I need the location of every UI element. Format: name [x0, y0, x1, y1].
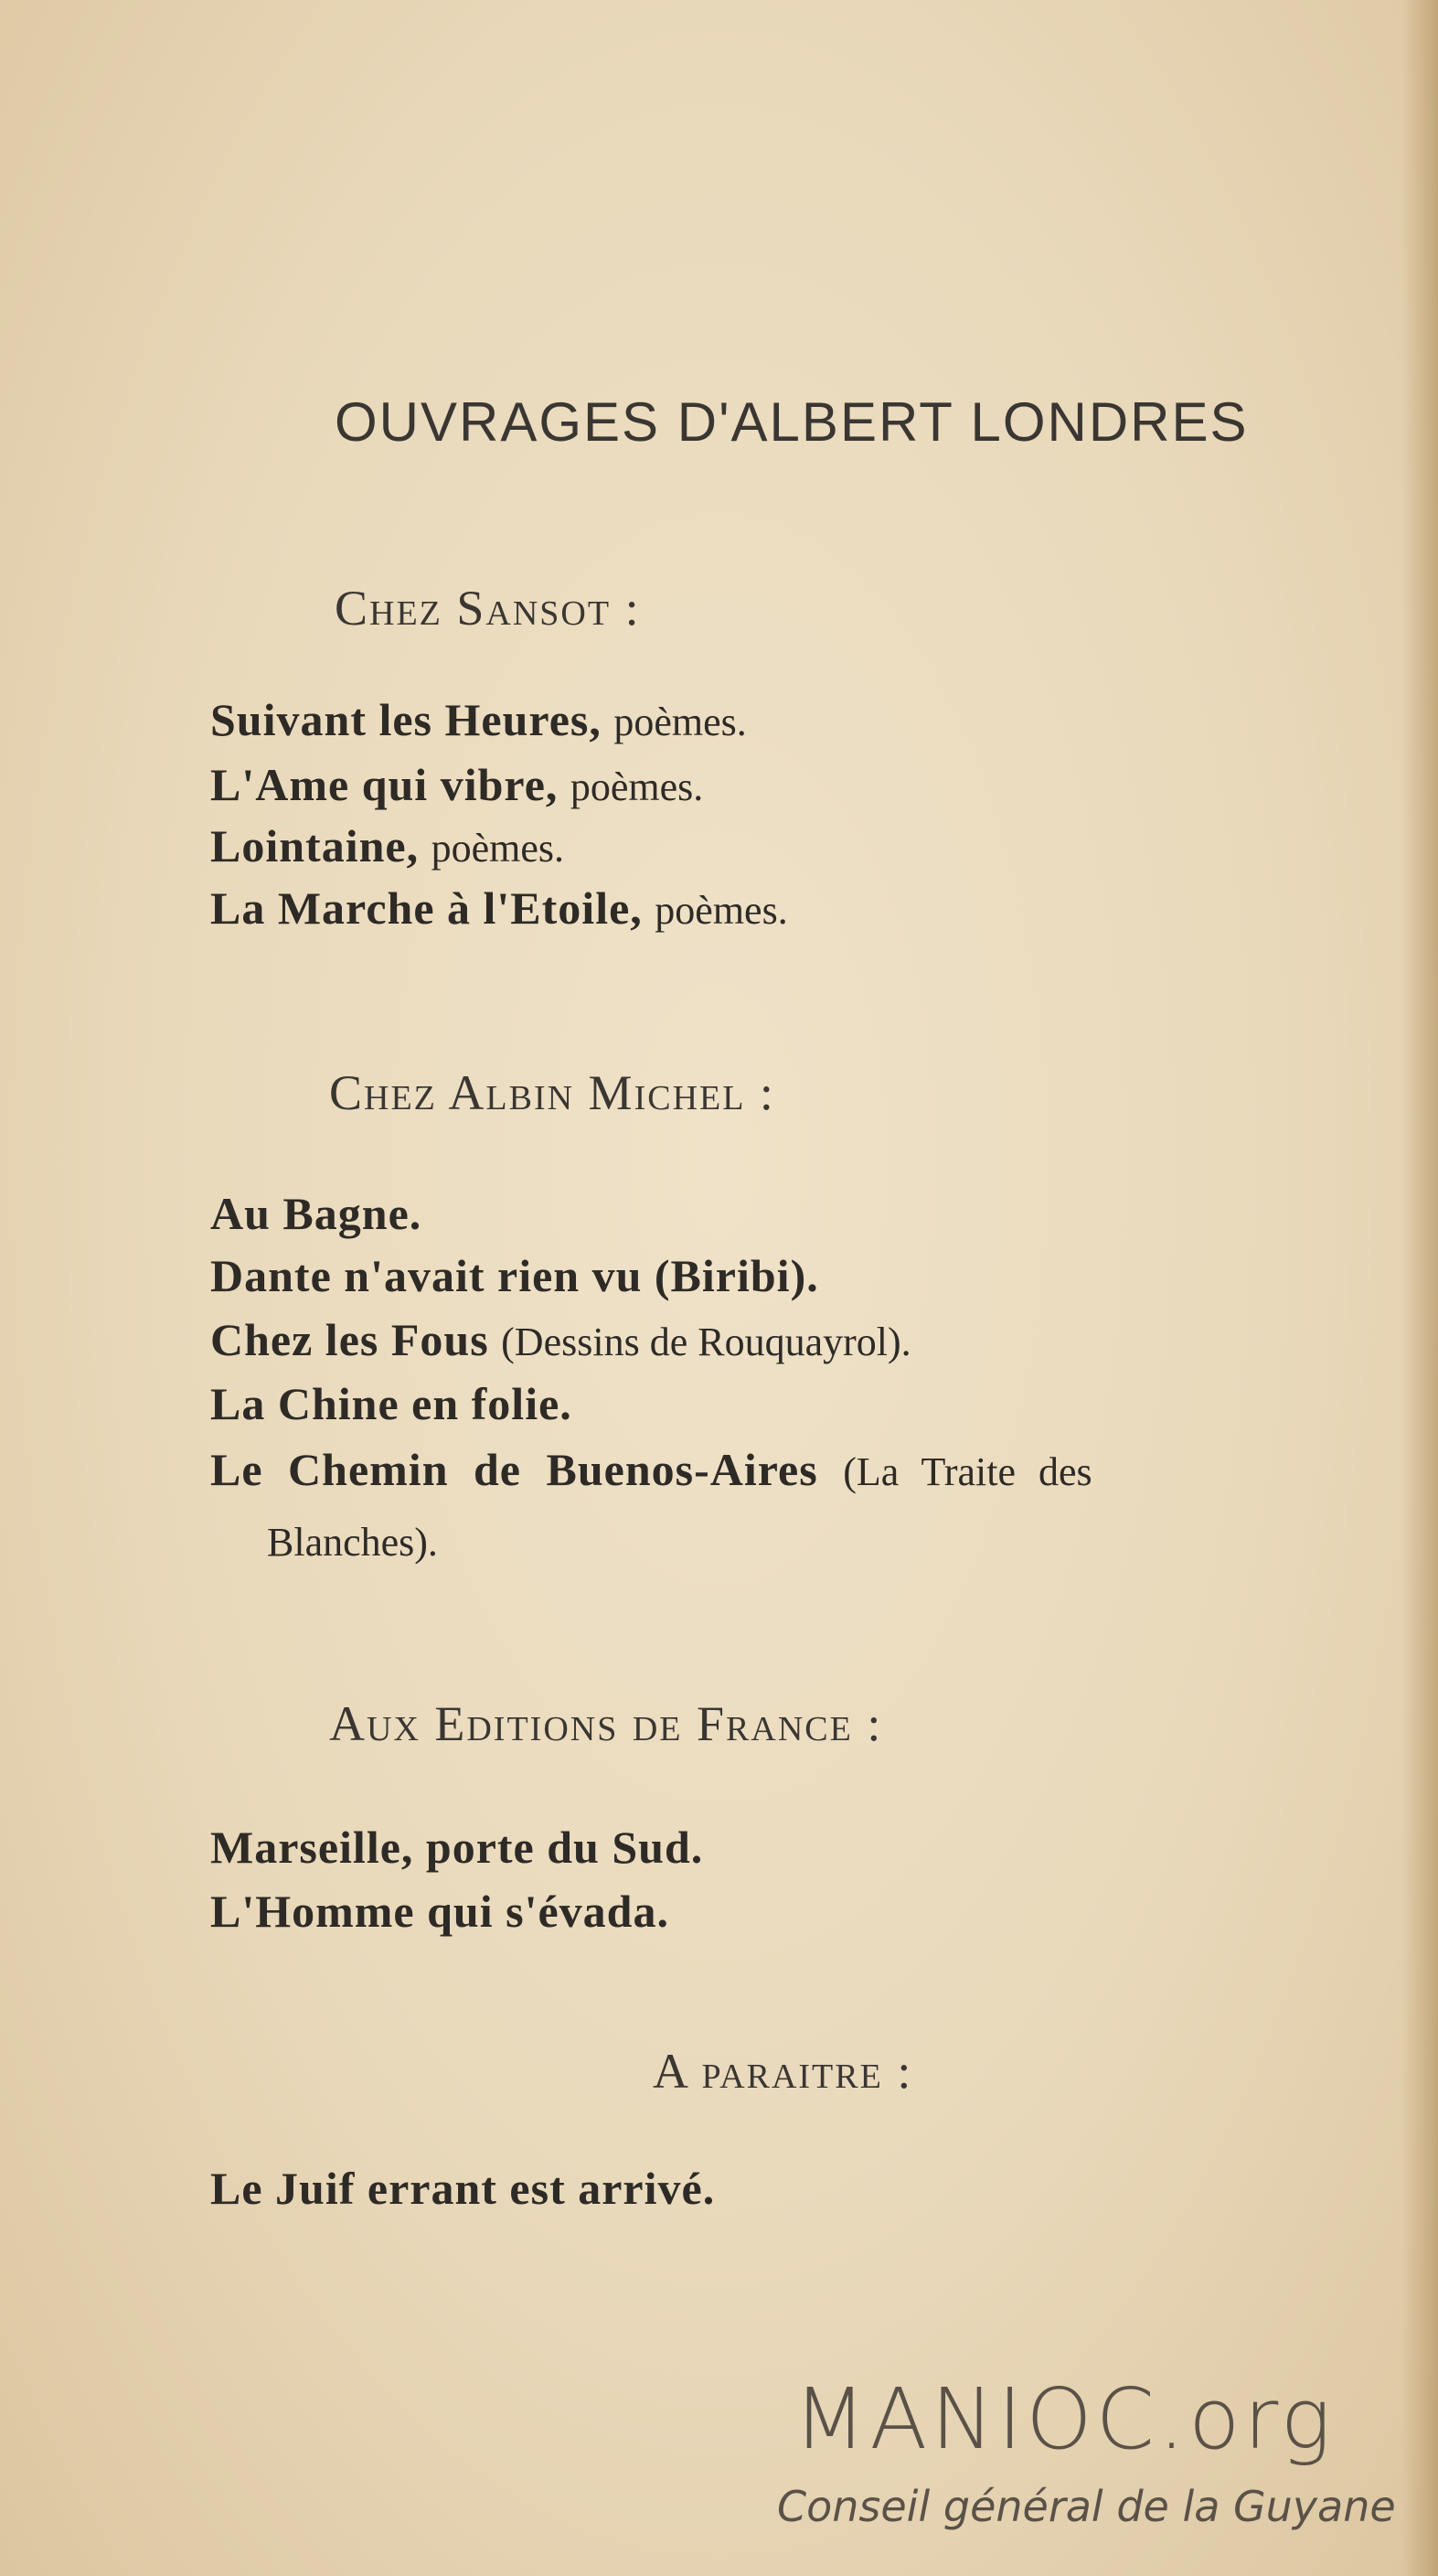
item-title: L'Ame qui vibre, — [210, 759, 559, 810]
item-note: poèmes. — [570, 764, 704, 809]
item-title: L'Homme qui s'évada. — [210, 1886, 669, 1937]
list-item — [210, 1822, 704, 1873]
list-item — [210, 820, 564, 871]
list-item — [210, 1886, 669, 1937]
item-title: Dante n'avait rien vu (Biribi). — [210, 1250, 819, 1301]
section-heading-albin-michel: Chez Albin Michel : — [329, 1065, 775, 1120]
item-note: (La Traite des — [843, 1449, 1092, 1494]
section-heading-a-paraitre: A paraitre : — [653, 2044, 913, 2099]
item-title: La Marche à l'Etoile, — [210, 882, 643, 934]
page-edge-shadow — [1401, 0, 1438, 2576]
list-item — [210, 1314, 911, 1365]
list-item — [210, 759, 704, 810]
list-item — [210, 882, 788, 934]
watermark-subtitle: Conseil général de la Guyane — [777, 2482, 1396, 2531]
section-heading-editions-de-france: Aux Editions de France : — [329, 1696, 883, 1751]
item-title: La Chine en folie. — [210, 1378, 572, 1429]
list-item-continuation — [267, 1517, 438, 1563]
manioc-logo: MANIOC.org — [794, 2370, 1335, 2468]
list-item — [210, 1250, 819, 1301]
page-title: OUVRAGES D'ALBERT LONDRES — [335, 391, 1249, 453]
list-item — [210, 1188, 422, 1239]
list-item — [210, 2163, 716, 2214]
item-note: poèmes. — [613, 700, 747, 744]
list-item — [210, 694, 747, 745]
item-note: poèmes. — [431, 826, 564, 871]
item-title: Marseille, porte du Sud. — [210, 1822, 704, 1873]
list-item — [210, 1378, 572, 1429]
item-note: Blanches). — [267, 1520, 438, 1565]
section-heading-sansot: Chez Sansot : — [335, 581, 641, 636]
item-title: Au Bagne. — [210, 1188, 422, 1239]
item-title: Le Juif errant est arrivé. — [210, 2163, 716, 2214]
item-note: poèmes. — [655, 888, 788, 933]
item-title: Le Chemin de Buenos-Aires — [210, 1444, 818, 1495]
list-item — [210, 1444, 1092, 1495]
item-note: (Dessins de Rouquayrol). — [501, 1320, 911, 1364]
item-title: Suivant les Heures, — [210, 694, 602, 745]
item-title: Lointaine, — [210, 820, 420, 871]
item-title: Chez les Fous — [210, 1314, 489, 1365]
